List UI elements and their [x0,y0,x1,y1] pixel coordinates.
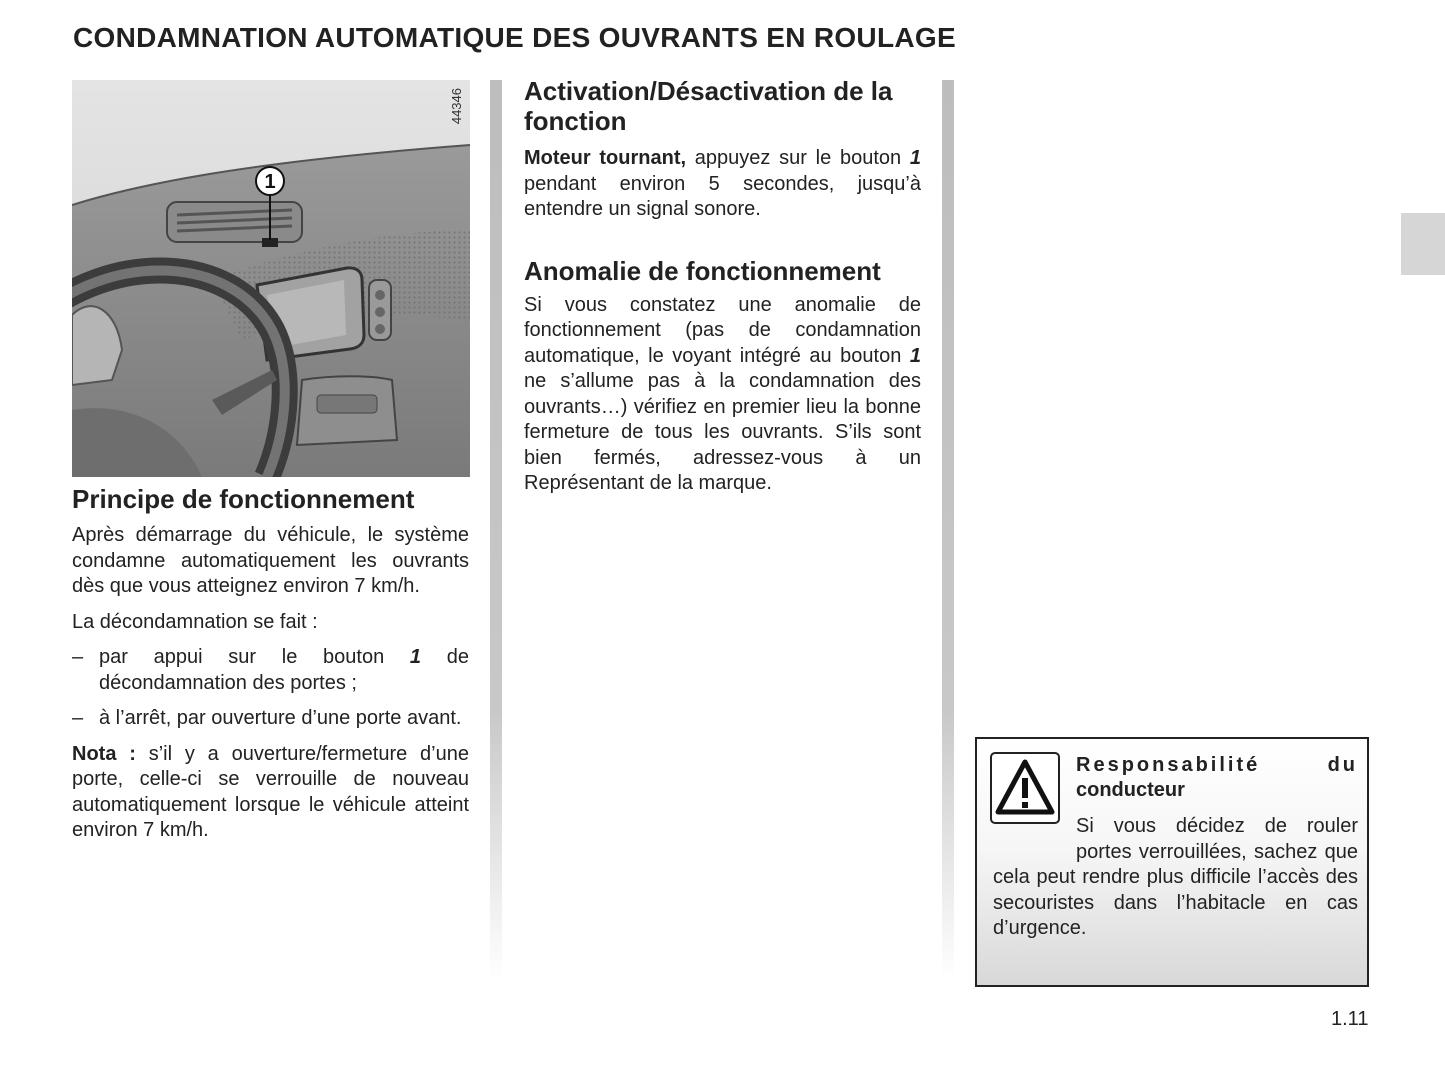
warning-title-word: Responsabilité [1076,754,1261,776]
button-reference: 1 [409,646,422,668]
list-item-text: de décondamnation des portes ; [99,646,469,694]
paragraph-text: ne s’allume pas à la condamnation des ouvrants…) vérifiez en premier lieu la bonne fermeture de tous les ouvrants. S’ils sont bien fermés, adressez-vous à un Représentant de la marque. [524,370,921,494]
button-reference: 1 [909,147,921,169]
section-heading-activation: Activation/Désactivation de la fonction [524,76,893,136]
paragraph-text: pendant environ 5 secondes, jusqu’à entendre un signal sonore. [524,172,921,220]
chapter-tab [1401,213,1445,275]
column-separator-right [942,80,954,980]
figure-id: 44346 [449,88,464,125]
paragraph-decondamnation: La décondamnation se fait : [72,610,318,633]
warning-body [993,814,1358,942]
list-item-text: à l’arrêt, par ouverture d’une porte avant. [99,707,462,729]
list-dash: – [72,707,84,729]
paragraph-text: Si vous constatez une anomalie de fonctionnement (pas de condamnation automatique, le voyant intégré au bouton [524,293,921,367]
column-separator-left [490,80,502,980]
list-item [72,706,469,732]
paragraph-anomalie [524,293,921,497]
page-title: CONDAMNATION AUTOMATIQUE DES OUVRANTS EN ROULAGE [73,22,956,53]
dashboard-drawing [72,80,470,477]
list-item-text: par appui sur le bouton [99,646,410,668]
dashboard-illustration [72,80,470,477]
warning-title [1076,753,1358,803]
list-dash: – [72,646,84,668]
nota-text: s’il y a ouverture/fermeture d’une porte, celle-ci se verrouille de nouveau automatiquement lorsque le véhicule atteint environ 7 km/h. [72,742,469,841]
paragraph-principe: Après démarrage du véhicule, le système condamne automatiquement les ouvrants dès que vous atteignez environ 7 km/h. [72,524,469,597]
callout-label: 1 [264,171,276,193]
button-reference: 1 [909,344,921,367]
paragraph-text: appuyez sur le bouton [686,147,910,169]
nota-label: Nota : [72,742,136,765]
warning-title-line2: conducteur [1076,779,1185,801]
page-number: 1.11 [1331,1008,1369,1030]
warning-title-word: du [1327,754,1358,776]
paragraph-activation [524,146,921,223]
emphasis-text: Moteur tournant, [524,147,687,169]
section-heading-principe: Principe de fonctionnement [72,484,415,514]
section-heading-anomalie: Anomalie de fonctionnement [524,255,881,286]
left-column [72,484,469,844]
list-item [72,645,469,696]
nota-paragraph [72,742,469,844]
warning-box [975,737,1369,987]
right-column [524,76,921,497]
warning-text: Si vous décidez de rouler portes verrouillées, sachez que cela peut rendre plus difficile l’accès des secouristes dans l’habitacle en cas d’urgence. [993,815,1358,939]
